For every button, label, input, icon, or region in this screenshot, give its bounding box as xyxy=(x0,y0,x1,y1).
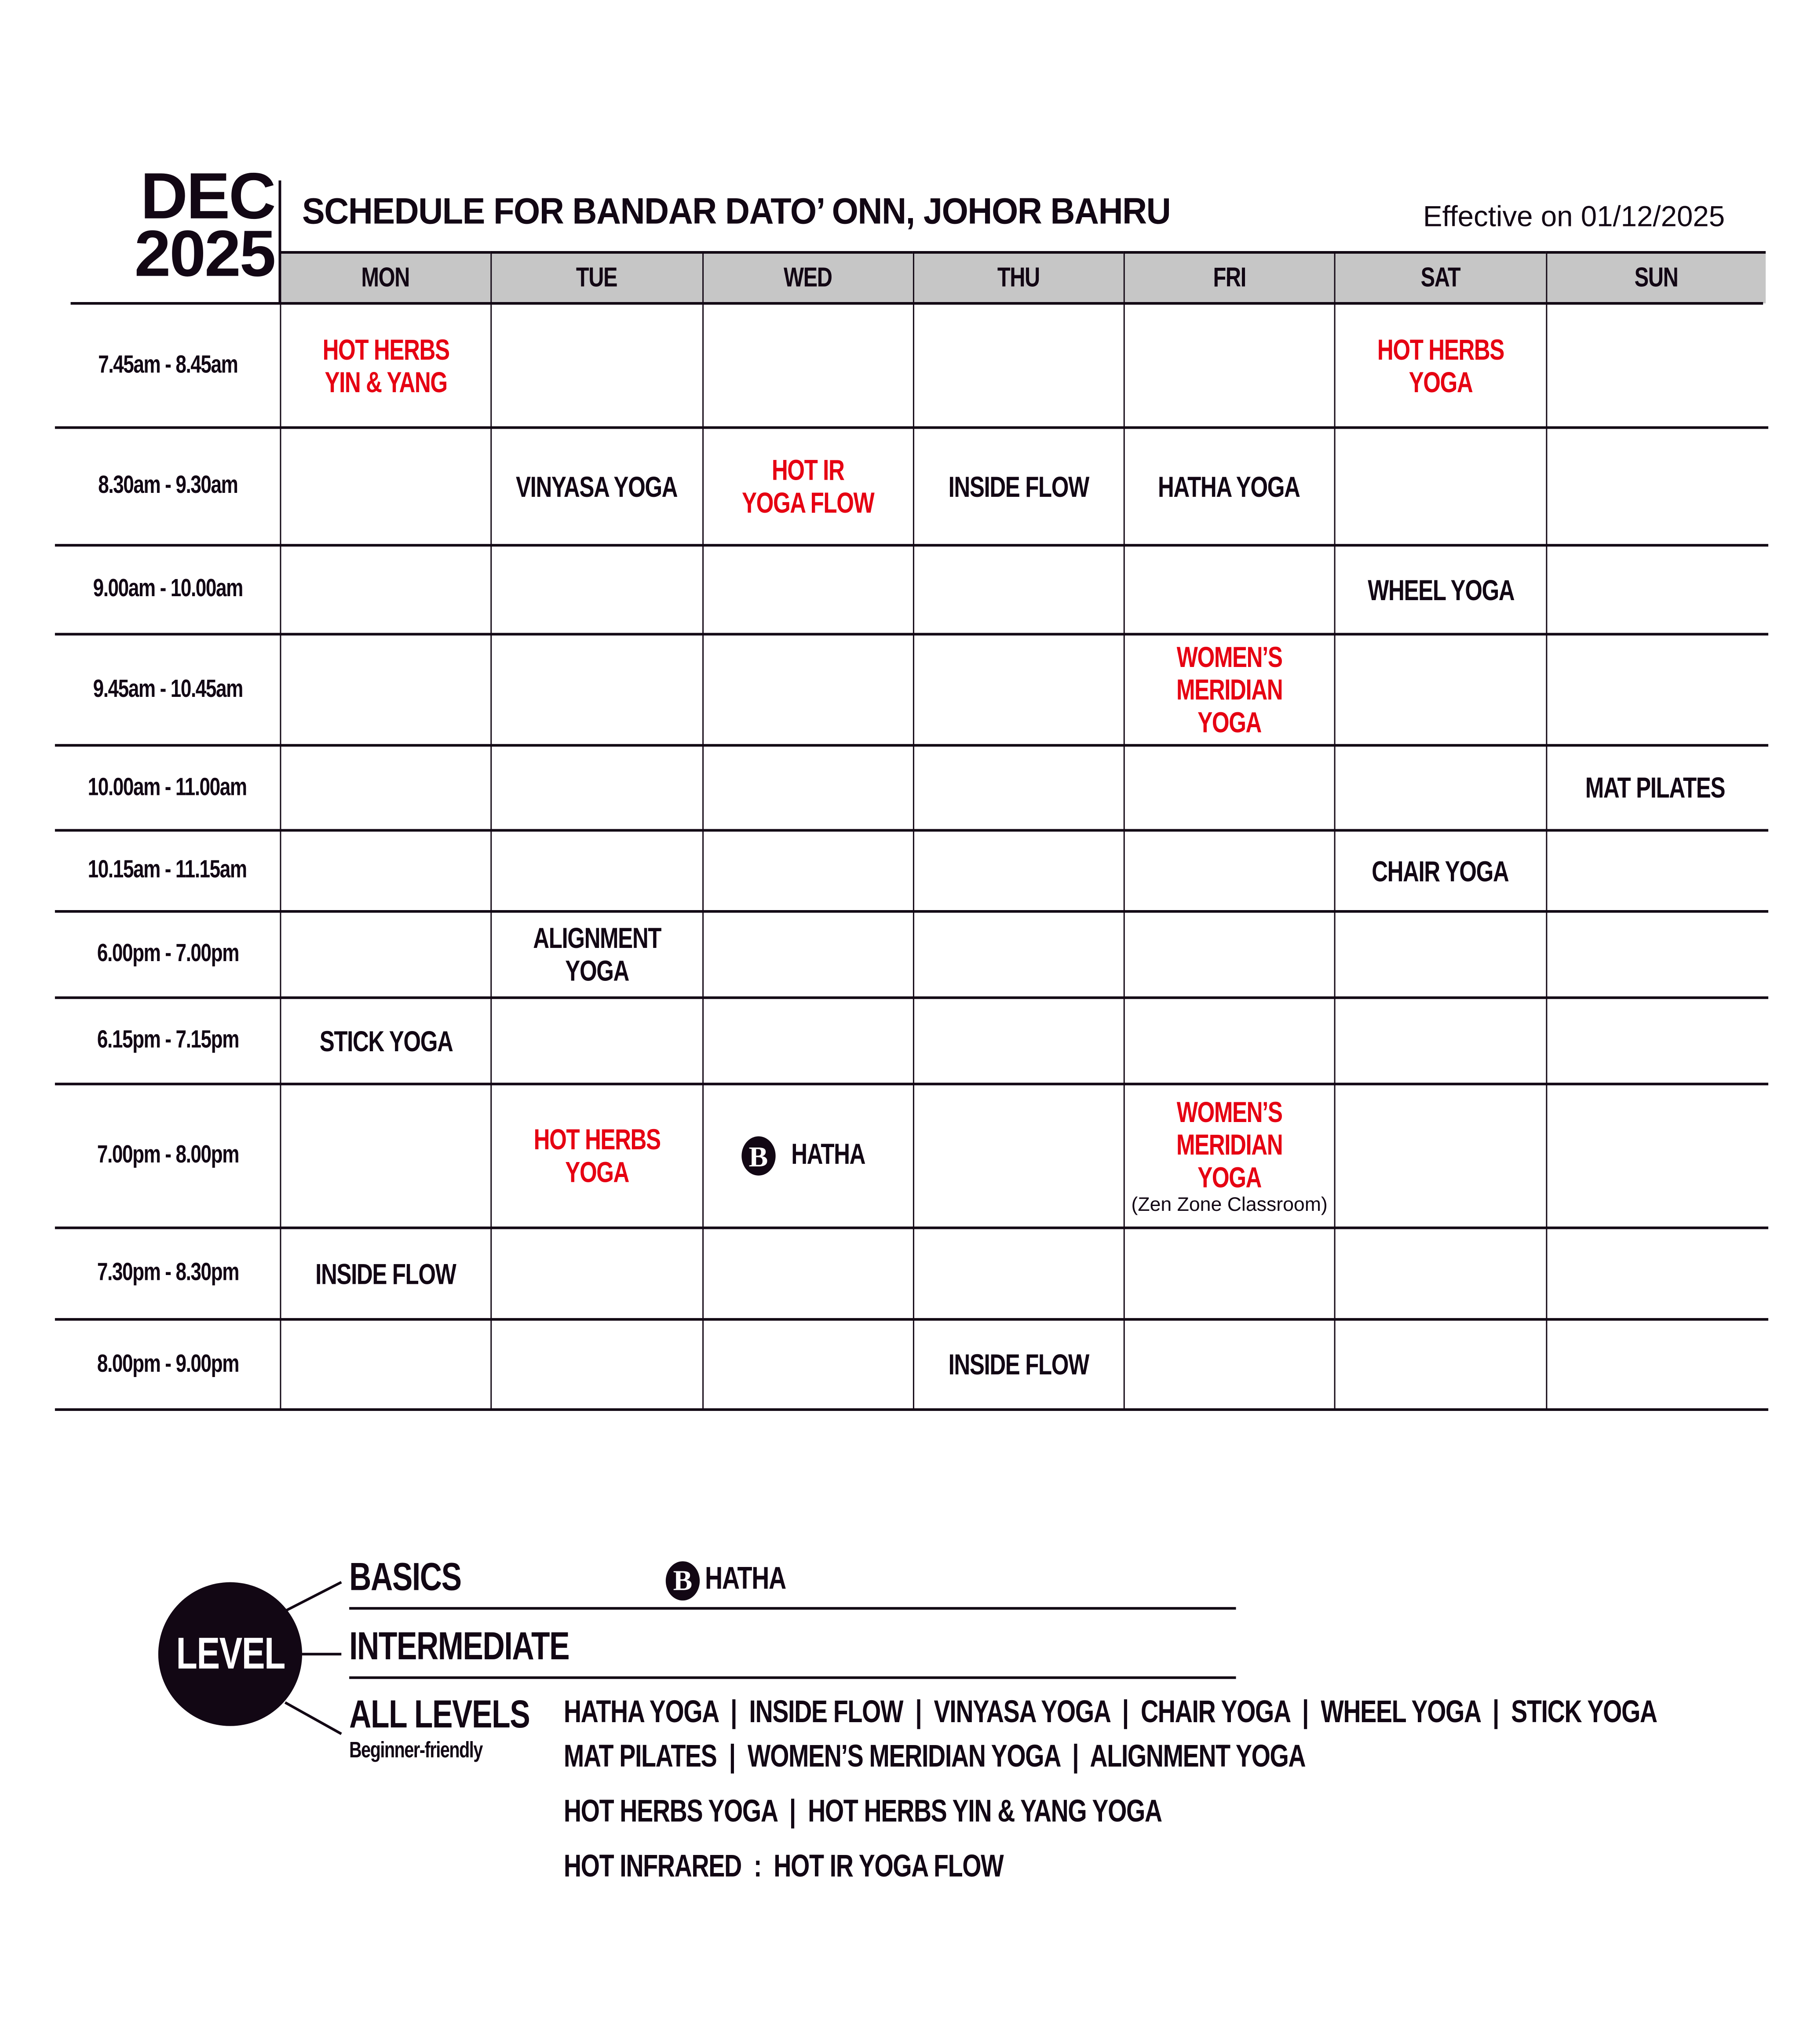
schedule-cell xyxy=(913,545,1124,634)
schedule-cell xyxy=(280,634,490,745)
class-name xyxy=(929,470,1109,503)
class-entry xyxy=(1546,745,1763,830)
class-name xyxy=(296,1257,476,1290)
class-entry xyxy=(702,428,913,546)
schedule-cell xyxy=(280,745,490,830)
time-slot xyxy=(55,1319,280,1410)
schedule-cell xyxy=(1546,428,1763,546)
schedule-cell xyxy=(490,1228,702,1319)
day-label: MON xyxy=(361,262,410,293)
class-entry xyxy=(490,911,702,998)
all-levels-label xyxy=(349,1693,580,1738)
schedule-cell xyxy=(1546,634,1763,745)
class-name xyxy=(741,1136,875,1175)
class-name xyxy=(724,454,893,519)
schedule-cell xyxy=(702,1319,913,1410)
all-levels-text: ALL LEVELS xyxy=(349,1693,530,1737)
all-levels-sub xyxy=(349,1738,520,1764)
schedule-cell xyxy=(913,998,1124,1084)
time-label: 6.15pm - 7.15pm xyxy=(96,1026,238,1054)
class-label: ALIGNMENT YOGA xyxy=(533,922,661,987)
class-name xyxy=(1125,1095,1334,1193)
year-label: 2025 xyxy=(134,217,275,291)
class-name xyxy=(492,922,702,987)
class-label: WHEEL YOGA xyxy=(1367,573,1514,606)
day-header-sun xyxy=(1546,251,1766,303)
class-label: INSIDE FLOW xyxy=(315,1257,456,1290)
schedule-cell xyxy=(702,911,913,998)
basics-b-icon: B xyxy=(666,1561,700,1600)
time-slot xyxy=(55,545,280,634)
schedule-cell xyxy=(913,1228,1124,1319)
class-name xyxy=(493,470,701,503)
class-name xyxy=(1347,573,1534,606)
schedule-cell xyxy=(1124,1228,1334,1319)
level-badge xyxy=(158,1582,302,1726)
basics-class xyxy=(666,1561,809,1600)
class-entry xyxy=(1124,428,1334,546)
intermediate-label xyxy=(349,1625,631,1670)
class-label: INSIDE FLOW xyxy=(949,1348,1089,1381)
time-slot xyxy=(55,1228,280,1319)
schedule-cell xyxy=(1124,545,1334,634)
time-label: 7.45am - 8.45am xyxy=(98,351,237,379)
time-label: 9.00am - 10.00am xyxy=(92,575,242,603)
class-label: HOT HERBS YOGA xyxy=(1377,332,1504,398)
class-name xyxy=(1139,470,1321,503)
schedule-cell xyxy=(490,1319,702,1410)
legend-line-text: MAT PILATES | WOMEN’S MERIDIAN YOGA | ALIGNMENT YOGA xyxy=(563,1739,1306,1774)
class-name xyxy=(1353,855,1528,887)
schedule-cell xyxy=(702,998,913,1084)
month-label: DEC xyxy=(140,159,275,233)
schedule-cell xyxy=(1124,831,1334,911)
class-entry xyxy=(1334,303,1546,428)
class-name xyxy=(305,333,467,398)
class-entry xyxy=(280,303,490,428)
schedule-cell xyxy=(1546,1319,1763,1410)
schedule-cell xyxy=(1334,998,1546,1084)
class-entry xyxy=(913,428,1124,546)
time-label: 7.30pm - 8.30pm xyxy=(96,1259,238,1287)
schedule-cell xyxy=(702,545,913,634)
class-label: STICK YOGA xyxy=(319,1024,453,1057)
class-entry xyxy=(280,998,490,1084)
schedule-cell xyxy=(1334,1084,1546,1228)
schedule-cell xyxy=(490,745,702,830)
time-label: 8.30am - 9.30am xyxy=(98,472,237,500)
legend-line-text: HATHA YOGA | INSIDE FLOW | VINYASA YOGA | CHAIR YOGA | WHEEL YOGA | STICK YOGA xyxy=(563,1694,1657,1730)
class-name xyxy=(1566,772,1745,804)
schedule-cell xyxy=(1546,545,1763,634)
time-slot xyxy=(55,303,280,428)
time-label: 10.00am - 11.00am xyxy=(88,773,247,801)
class-label: HOT IR YOGA FLOW xyxy=(742,454,875,519)
effective-date: Effective on 01/12/2025 xyxy=(1423,200,1725,233)
time-label: 10.15am - 11.15am xyxy=(88,856,247,884)
class-name xyxy=(1125,641,1334,739)
class-label: WOMEN’S MERIDIAN YOGA xyxy=(1176,641,1283,739)
schedule-cell xyxy=(702,634,913,745)
day-label: THU xyxy=(997,262,1040,293)
schedule-cell xyxy=(280,911,490,998)
schedule-cell xyxy=(1124,911,1334,998)
schedule-cell xyxy=(1546,911,1763,998)
time-slot xyxy=(55,911,280,998)
class-label: INSIDE FLOW xyxy=(949,470,1089,503)
legend-line-text: HOT HERBS YOGA | HOT HERBS YIN & YANG YOGA xyxy=(563,1794,1162,1829)
schedule-cell xyxy=(490,998,702,1084)
class-label: VINYASA YOGA xyxy=(516,470,678,503)
class-entry xyxy=(913,1319,1124,1410)
time-label: 9.45am - 10.45am xyxy=(92,675,242,703)
class-name xyxy=(300,1024,471,1057)
schedule-cell xyxy=(280,1084,490,1228)
schedule-cell xyxy=(1124,998,1334,1084)
class-label: HATHA xyxy=(791,1137,865,1170)
time-slot xyxy=(55,745,280,830)
schedule-cell xyxy=(702,831,913,911)
schedule-cell xyxy=(1546,303,1763,428)
level-label: LEVEL xyxy=(175,1629,285,1679)
month-year xyxy=(78,159,275,291)
schedule-cell xyxy=(1334,745,1546,830)
day-label: TUE xyxy=(577,262,618,293)
legend-line xyxy=(564,1794,1330,1830)
class-entry xyxy=(1124,634,1334,745)
class-entry xyxy=(280,1228,490,1319)
class-label: HATHA YOGA xyxy=(1158,470,1300,503)
schedule-cell xyxy=(1124,1319,1334,1410)
schedule-cell xyxy=(1334,428,1546,546)
day-header-thu xyxy=(913,251,1124,303)
time-slot xyxy=(55,831,280,911)
intermediate-text: INTERMEDIATE xyxy=(349,1625,569,1669)
time-slot xyxy=(55,998,280,1084)
time-slot xyxy=(55,1084,280,1228)
schedule-cell xyxy=(1334,634,1546,745)
time-label: 8.00pm - 9.00pm xyxy=(96,1350,238,1378)
day-label: FRI xyxy=(1213,262,1246,293)
schedule-cell xyxy=(1546,831,1763,911)
class-label: HOT HERBS YOGA xyxy=(533,1123,661,1189)
schedule-cell xyxy=(280,428,490,546)
class-name xyxy=(1336,333,1546,398)
schedule-cell xyxy=(490,303,702,428)
schedule-cell xyxy=(913,1084,1124,1228)
schedule-cell xyxy=(702,1228,913,1319)
all-levels-sub-text: Beginner-friendly xyxy=(349,1738,482,1763)
class-location: (Zen Zone Classroom) xyxy=(1131,1193,1328,1216)
schedule-cell xyxy=(913,634,1124,745)
legend-connectors xyxy=(0,0,1,1)
schedule-cell xyxy=(913,911,1124,998)
schedule-cell xyxy=(913,831,1124,911)
day-header-fri xyxy=(1124,251,1334,303)
schedule-cell xyxy=(490,831,702,911)
page-title: SCHEDULE FOR BANDAR DATO’ ONN, JOHOR BAHRU xyxy=(302,191,1171,232)
class-name xyxy=(492,1123,702,1189)
time-label: 7.00pm - 8.00pm xyxy=(96,1141,238,1169)
day-header-sat xyxy=(1334,251,1546,303)
day-label: SAT xyxy=(1421,262,1460,293)
class-entry xyxy=(1334,545,1546,634)
schedule-cell xyxy=(1546,1084,1763,1228)
schedule-cell xyxy=(280,545,490,634)
class-entry xyxy=(490,428,702,546)
class-entry xyxy=(1124,1084,1334,1228)
basics-label xyxy=(349,1556,493,1600)
class-label: MAT PILATES xyxy=(1585,771,1725,805)
class-label: HOT HERBS YIN & YANG xyxy=(322,332,449,398)
class-label: CHAIR YOGA xyxy=(1372,854,1509,887)
schedule-cell xyxy=(280,1319,490,1410)
row-divider xyxy=(55,1408,1768,1410)
schedule-cell xyxy=(1334,911,1546,998)
day-header-tue xyxy=(490,251,702,303)
day-header-mon xyxy=(280,251,490,303)
class-entry xyxy=(490,1084,702,1228)
schedule-cell xyxy=(702,745,913,830)
class-entry xyxy=(702,1084,913,1228)
time-label: 6.00pm - 7.00pm xyxy=(96,940,238,968)
class-entry xyxy=(1334,831,1546,911)
schedule-cell xyxy=(913,745,1124,830)
schedule-cell xyxy=(1124,745,1334,830)
schedule-cell xyxy=(1546,1228,1763,1319)
day-label: SUN xyxy=(1635,262,1679,293)
divider xyxy=(349,1607,1236,1610)
schedule-cell xyxy=(702,303,913,428)
basics-b-icon: B xyxy=(741,1136,775,1175)
day-label: WED xyxy=(784,262,832,293)
schedule-cell xyxy=(1124,303,1334,428)
schedule-cell xyxy=(913,303,1124,428)
schedule-cell xyxy=(490,545,702,634)
schedule-cell xyxy=(1334,1319,1546,1410)
legend-line xyxy=(564,1739,1515,1776)
schedule-cell xyxy=(1334,1228,1546,1319)
class-label: WOMEN’S MERIDIAN YOGA xyxy=(1176,1095,1283,1193)
schedule-cell xyxy=(280,831,490,911)
time-slot xyxy=(55,428,280,546)
legend-line xyxy=(564,1694,1818,1731)
class-name xyxy=(929,1348,1109,1381)
schedule-cell xyxy=(1546,998,1763,1084)
divider xyxy=(349,1676,1236,1679)
basics-text: BASICS xyxy=(349,1556,461,1599)
time-slot xyxy=(55,634,280,745)
day-header-wed xyxy=(702,251,913,303)
basics-class-text: HATHA xyxy=(705,1562,786,1597)
legend-line-text: HOT INFRARED : HOT IR YOGA FLOW xyxy=(563,1849,1004,1884)
schedule-cell xyxy=(490,634,702,745)
legend-line xyxy=(564,1849,1127,1885)
